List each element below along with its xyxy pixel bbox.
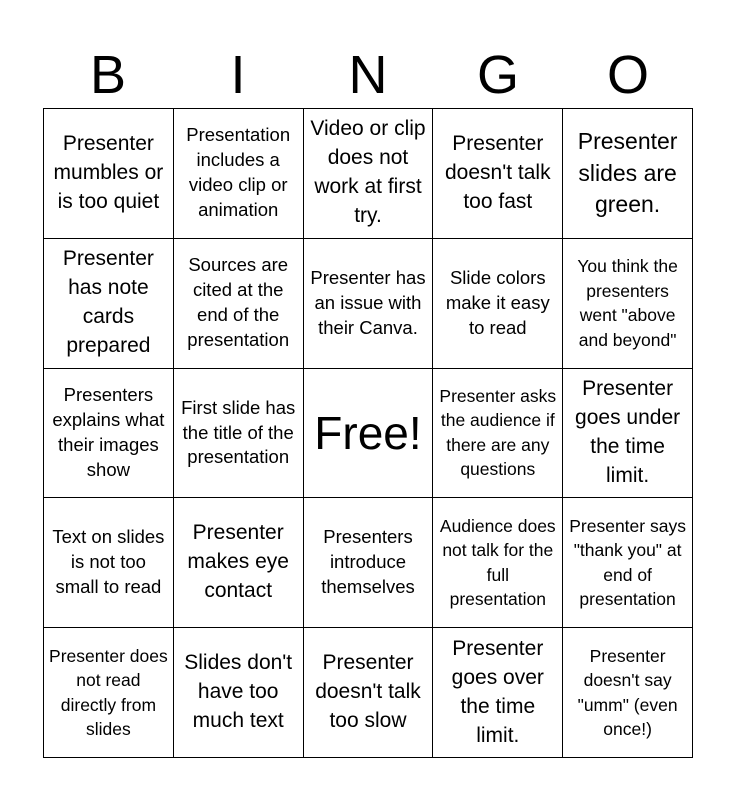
bingo-cell-r2-c3[interactable] [304,239,434,369]
bingo-cell-r3-c4[interactable] [433,369,563,499]
cell-text: Slides don't have too much text [184,651,293,733]
bingo-cell-r4-c4[interactable] [433,498,563,628]
cell-text: Presenters explains what their images show [52,384,165,480]
bingo-cell-r4-c3[interactable] [304,498,434,628]
cell-text: Audience does not talk for the full presentation [439,515,556,610]
cell-text: First slide has the title of the presentation [181,396,296,468]
header-letter-g: G [476,45,519,105]
bingo-cell-r5-c4[interactable] [433,628,563,758]
cell-text: Presenter has an issue with their Canva. [310,266,426,338]
bingo-cell-r2-c4[interactable] [433,239,563,369]
cell-text: You think the presenters went "above and beyond" [577,256,678,350]
bingo-cell-r5-c5[interactable] [563,628,693,758]
cell-text: Presenter asks the audience if there are any questions [439,385,557,480]
header-letter-i: I [230,45,246,105]
cell-text: Presenter doesn't say "umm" (even once!) [577,645,678,740]
cell-text: Presenter has note cards prepared [62,247,154,358]
cell-text: Presenter says "thank you" at end of presentation [569,515,686,610]
bingo-cell-r2-c5[interactable] [563,239,693,369]
cell-text: Presenter slides are green. [577,127,678,218]
free-space-cell[interactable] [304,369,434,499]
cell-text: Presenter doesn't talk too slow [315,651,421,733]
bingo-cell-r3-c1[interactable] [44,369,174,499]
bingo-cell-r1-c2[interactable] [174,109,304,239]
cell-text: Presenters introduce themselves [321,526,415,598]
bingo-cell-r2-c2[interactable] [174,239,304,369]
bingo-cell-r2-c1[interactable] [44,239,174,369]
cell-text: Presenter doesn't talk too fast [445,131,551,213]
bingo-cell-r1-c1[interactable] [44,109,174,239]
cell-text: Presenter makes eye contact [187,521,289,603]
bingo-cell-r5-c1[interactable] [44,628,174,758]
cell-text: Presentation includes a video clip or animation [186,124,291,221]
bingo-cell-r1-c4[interactable] [433,109,563,239]
header-letter-n: N [348,45,388,105]
bingo-cell-r4-c1[interactable] [44,498,174,628]
cell-text: Slide colors make it easy to read [445,266,550,338]
cell-text: Presenter goes over the time limit. [451,636,544,747]
bingo-cell-r3-c2[interactable] [174,369,304,499]
bingo-cell-r1-c5[interactable] [563,109,693,239]
cell-text: Text on slides is not too small to read [52,526,165,598]
bingo-grid [43,108,693,758]
header-letter-o: O [606,45,649,105]
bingo-cell-r5-c3[interactable] [304,628,434,758]
free-space-label: Free! [314,406,422,459]
cell-text: Presenter does not read directly from slides [49,645,168,740]
bingo-cell-r4-c5[interactable] [563,498,693,628]
bingo-cell-r1-c3[interactable] [304,109,434,239]
cell-text: Sources are cited at the end of the presentation [187,254,290,351]
bingo-cell-r3-c5[interactable] [563,369,693,499]
bingo-cell-r4-c2[interactable] [174,498,304,628]
header-letter-b: B [89,45,127,105]
cell-text: Presenter goes under the time limit. [575,377,681,487]
cell-text: Presenter mumbles or is too quiet [53,131,164,213]
bingo-cell-r5-c2[interactable] [174,628,304,758]
cell-text: Video or clip does not work at first try. [310,117,426,228]
bingo-header [43,44,693,106]
